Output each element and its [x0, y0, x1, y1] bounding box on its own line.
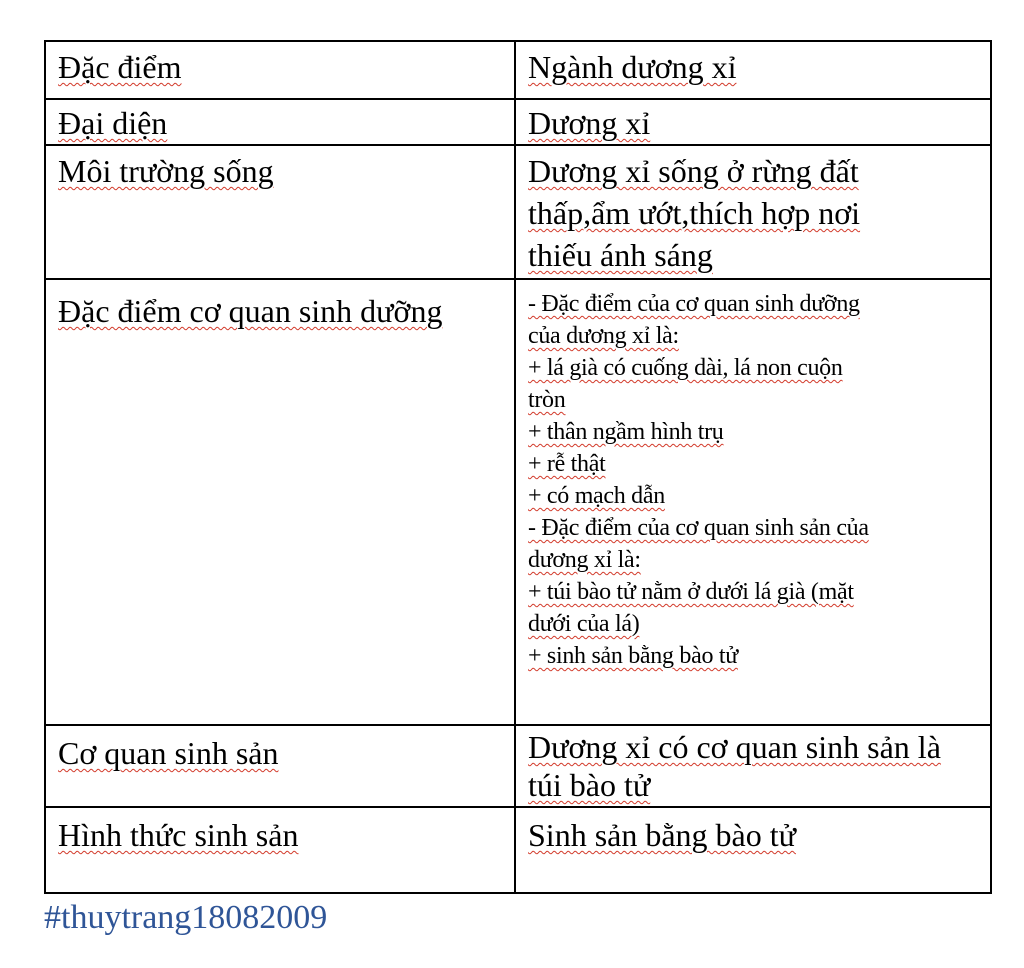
characteristics-table	[44, 40, 992, 894]
row-label-cell	[45, 279, 515, 725]
row-value-cell	[515, 807, 991, 893]
row-value-cell	[515, 41, 991, 99]
author-hashtag: #thuytrang18082009	[44, 899, 328, 936]
table-row	[45, 99, 991, 145]
row-value-cell	[515, 279, 991, 725]
row-value-line: + có mạch dẫn	[528, 483, 665, 509]
row-value-line: + thân ngầm hình trụ	[528, 419, 724, 445]
row-value-line: + lá già có cuống dài, lá non cuộn	[528, 355, 843, 381]
row-value-line: Dương xỉ	[528, 105, 651, 141]
row-label-cell	[45, 807, 515, 893]
table-row	[45, 145, 991, 279]
row-value-line: của dương xỉ là:	[528, 323, 679, 349]
row-value-line: Ngành dương xỉ	[528, 49, 737, 85]
row-label-cell	[45, 145, 515, 279]
row-label: Đặc điểm	[58, 49, 182, 85]
row-value-line: + sinh sản bằng bào tử	[528, 643, 738, 669]
row-value-line: Sinh sản bằng bào tử	[528, 817, 796, 853]
row-value-line: Dương xỉ có cơ quan sinh sản là	[528, 729, 941, 765]
row-value-line: Dương xỉ sống ở rừng đất	[528, 153, 859, 189]
row-label: Đại diện	[58, 105, 168, 141]
table-row	[45, 807, 991, 893]
row-value-cell	[515, 145, 991, 279]
row-value-line: + rễ thật	[528, 451, 606, 477]
row-label: Đặc điểm cơ quan sinh dưỡng	[58, 293, 443, 329]
table-row	[45, 725, 991, 807]
row-value-line: thiếu ánh sáng	[528, 237, 713, 273]
row-value-line: - Đặc điểm của cơ quan sinh sản của	[528, 515, 869, 541]
row-value-line: thấp,ẩm ướt,thích hợp nơi	[528, 195, 861, 231]
row-value-line: + túi bào tử nằm ở dưới lá già (mặt	[528, 579, 854, 605]
row-label-cell	[45, 99, 515, 145]
row-label: Môi trường sống	[58, 153, 274, 189]
row-value-cell	[515, 725, 991, 807]
table-row	[45, 41, 991, 99]
row-value-line: túi bào tử	[528, 767, 651, 803]
row-value-line: - Đặc điểm của cơ quan sinh dưỡng	[528, 291, 860, 317]
row-value-cell	[515, 99, 991, 145]
row-value-line: dưới của lá)	[528, 611, 640, 637]
table-row	[45, 279, 991, 725]
row-value-line: tròn	[528, 387, 566, 413]
row-label-cell	[45, 41, 515, 99]
row-label: Cơ quan sinh sản	[58, 735, 279, 771]
row-label-cell	[45, 725, 515, 807]
row-label: Hình thức sinh sản	[58, 817, 299, 853]
row-value-line: dương xỉ là:	[528, 547, 641, 573]
